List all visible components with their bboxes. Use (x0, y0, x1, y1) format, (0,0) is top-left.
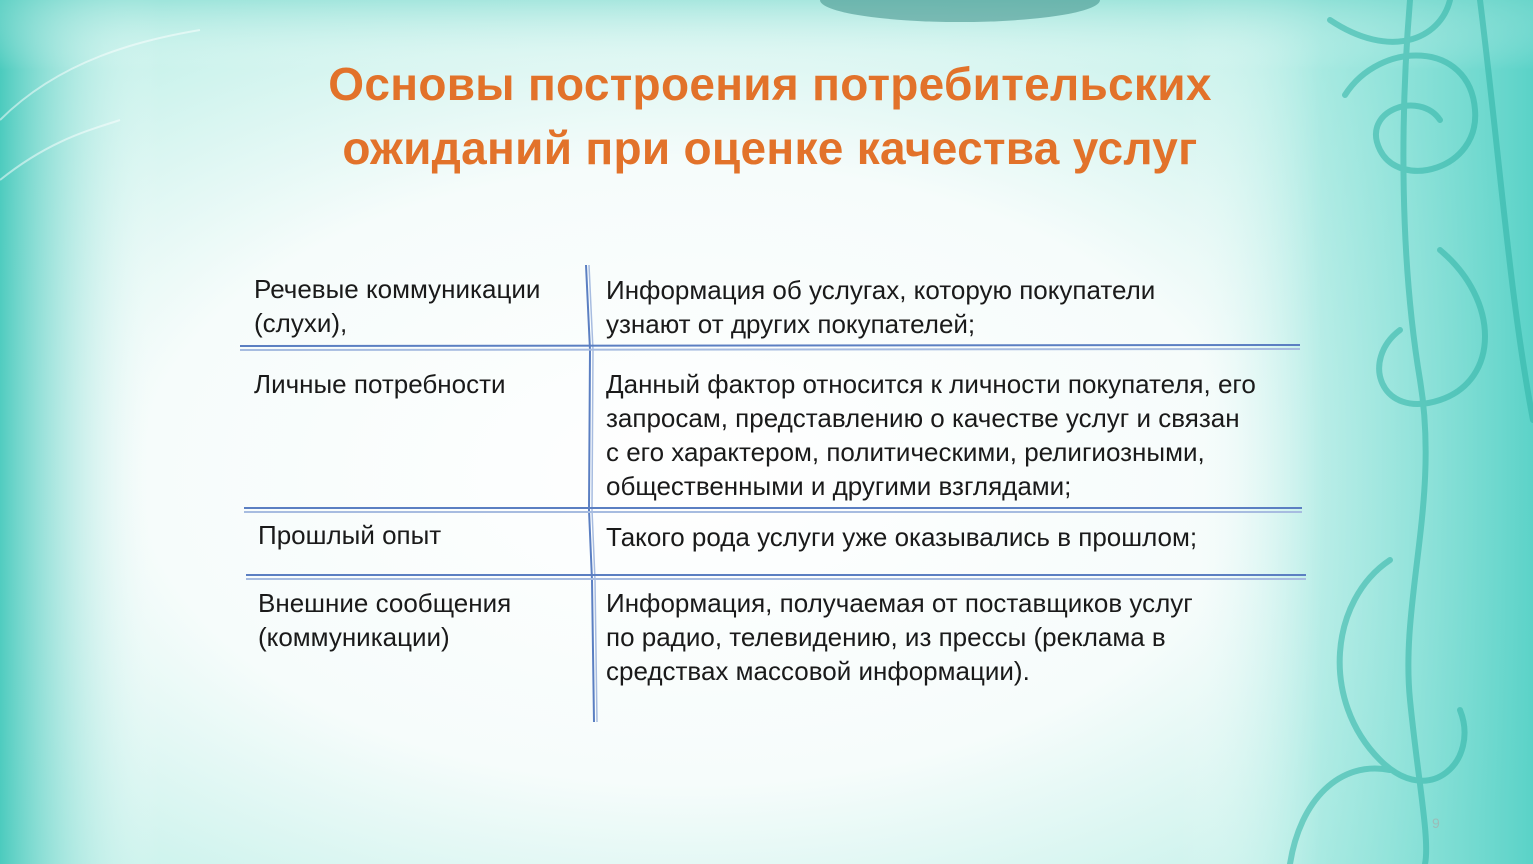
row-3-label: Прошлый опыт (258, 520, 442, 550)
row-2-description: Данный фактор относится к личности покупателя, его запросам, представлению о качестве услуг и связан с его характером, политическими, религиозными, общественными и другими взглядами; (606, 369, 1256, 501)
row-2-label: Личные потребности (254, 369, 506, 399)
row-divider-1-b (240, 349, 1300, 350)
row-4-description: Информация, получаемая от поставщиков услуг по радио, телевидению, из прессы (реклама в средствах массовой информации). (606, 588, 1193, 686)
row-3-description: Такого рода услуги уже оказывались в прошлом; (606, 522, 1198, 552)
row-4-label: Внешние сообщения (коммуникации) (258, 588, 512, 652)
row-1-label: Речевые коммуникации (слухи), (254, 274, 541, 338)
page-number: 9 (1432, 815, 1440, 831)
slide-title-line-2: ожиданий при оценке качества услуг (342, 122, 1198, 174)
row-divider-1 (240, 345, 1300, 346)
row-1-description: Информация об услугах, которую покупатели узнают от других покупателей; (606, 275, 1156, 339)
slide-title-line-1: Основы построения потребительских (328, 58, 1212, 110)
